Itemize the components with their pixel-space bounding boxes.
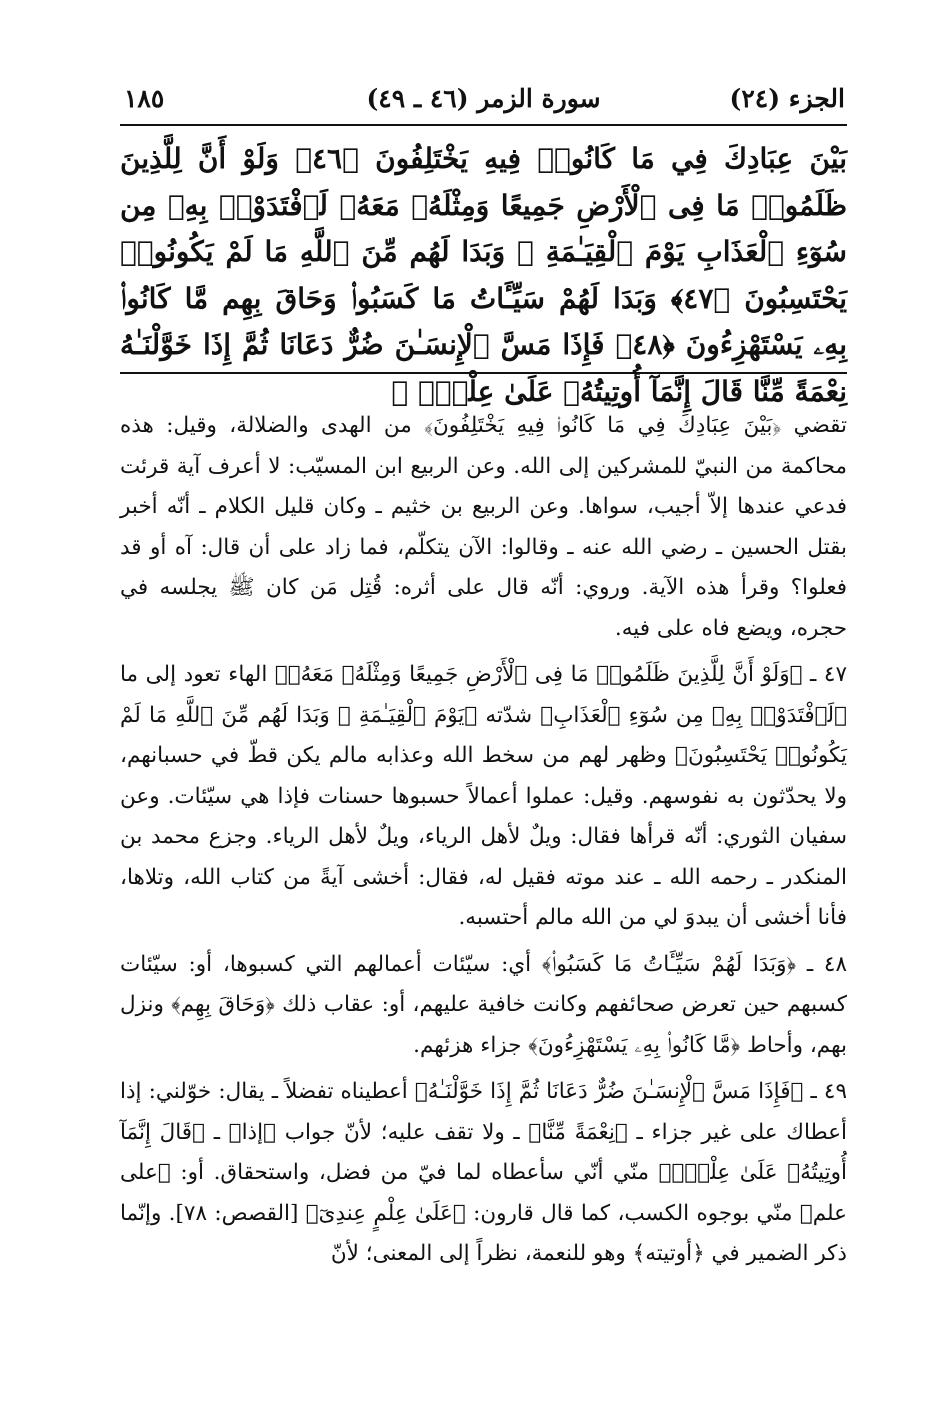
page xyxy=(120,78,847,1281)
commentary-paragraph-verse-48: ٤٨ ـ ﴿وَبَدَا لَهُمْ سَيِّـَٔاتُ مَا كَسَبُوا۟﴾ أي: سيّئات أعمالهم التي كسبوها، أو: سيّئات كسبهم حين تعرض صحائفهم وكانت خافية عليهم، أو: عقاب ذلك ﴿وَحَاقَ بِهِم﴾ ونزل بهم، وأحاط ﴿مَّا كَانُوا۟ بِهِۦ يَسْتَهْزِءُونَ﴾ جزاء هزئهم. xyxy=(120,951,847,1058)
running-header xyxy=(120,78,847,126)
part-label: الجزء (٢٤) xyxy=(729,84,845,113)
commentary-paragraph-verse-47: ٤٧ ـ ﴿وَلَوْ أَنَّ لِلَّذِينَ ظَلَمُوا۟ مَا فِى ٱلْأَرْضِ جَمِيعًا وَمِثْلَهُۥ مَعَهُۥ﴾ الهاء تعود إلى ما ﴿لَٱفْتَدَوْا۟ بِهِۦ مِن سُوٓءِ ٱلْعَذَابِ﴾ شدّته ﴿يَوْمَ ٱلْقِيَـٰمَةِ ۚ وَبَدَا لَهُم مِّنَ ٱللَّهِ مَا لَمْ يَكُونُوا۟ يَحْتَسِبُونَ﴾ وظهر لهم من سخط الله وعذابه مالم يكن قطّ في حسبانهم، ولا يحدّثون به نفوسهم. وقيل: عملوا أعمالاً حسبوها حسنات فإذا هي سيّئات. وعن سفيان الثوري: أنّه قرأها فقال: ويلٌ لأهل الرياء، ويلٌ لأهل الرياء. وجزع محمد بن المنكدر ـ رحمه الله ـ عند موته فقيل له، فقال: أخشى آيةً من كتاب الله، وتلاها، فأنا أخشى أن يبدوَ لي من الله مالم أحتسبه. xyxy=(120,662,847,930)
commentary-paragraph-verse-49: ٤٩ ـ ﴿فَإِذَا مَسَّ ٱلْإِنسَـٰنَ ضُرٌّ دَعَانَا ثُمَّ إِذَا خَوَّلْنَـٰهُ﴾ أعطيناه تفضلاً ـ يقال: خوّلني: إذا أعطاك على غير جزاء ـ ﴿نِعْمَةً مِّنَّا﴾ ـ ولا تقف عليه؛ لأنّ جواب ﴿إذا﴾ ـ ﴿قَالَ إِنَّمَآ أُوتِيتُهُۥ عَلَىٰ عِلْمٍۭ﴾ منّي أنّي سأعطاه لما فيّ من فضل، واستحقاق. أو: ﴿على علم﴾ منّي بوجوه الكسب، كما قال قارون: ﴿عَلَىٰ عِلْمٍ عِندِىٓ﴾ [القصص: ٧٨]. وإنّما ذكر الضمير في ﴿أوتيته﴾ وهو للنعمة، نظراً إلى المعنى؛ لأنّ xyxy=(120,1079,847,1266)
page-number: ١٨٥ xyxy=(124,84,165,113)
commentary-section xyxy=(120,406,847,1275)
surah-title: سورة الزمر (٤٦ ـ ٤٩) xyxy=(366,84,601,113)
commentary-paragraph-continuation: تقضي ﴿بَيْنَ عِبَادِكَ فِي مَا كَانُوا۟ فِيهِ يَخْتَلِفُونَ﴾ من الهدى والضلالة، وقيل: هذه محاكمة من النبيّ للمشركين إلى الله. وعن الربيع ابن المسيّب: لا أعرف آية قرئت فدعي عندها إلاّ أجيب، سواها. وعن الربيع بن خثيم ـ وكان قليل الكلام ـ أنّه أخبر بقتل الحسين ـ رضي الله عنه ـ وقالوا: الآن يتكلّم، فما زاد على أن قال: آه أو قد فعلوا؟ وقرأ هذه الآية. وروي: أنّه قال على أثره: قُتِل مَن كان ﷺ يجلسه في حجره، ويضع فاه على فيه. xyxy=(120,413,847,641)
quran-verses: بَيْنَ عِبَادِكَ فِي مَا كَانُوا۟ فِيهِ يَخْتَلِفُونَ ﴿٤٦﴾ وَلَوْ أَنَّ لِلَّذِينَ ظَلَمُوا۟ مَا فِى ٱلْأَرْضِ جَمِيعًا وَمِثْلَهُۥ مَعَهُۥ لَٱفْتَدَوْا۟ بِهِۦ مِن سُوٓءِ ٱلْعَذَابِ يَوْمَ ٱلْقِيَـٰمَةِ ۚ وَبَدَا لَهُم مِّنَ ٱللَّهِ مَا لَمْ يَكُونُوا۟ يَحْتَسِبُونَ ﴿٤٧﴾ وَبَدَا لَهُمْ سَيِّـَٔاتُ مَا كَسَبُوا۟ وَحَاقَ بِهِم مَّا كَانُوا۟ بِهِۦ يَسْتَهْزِءُونَ ﴿٤٨﴾ فَإِذَا مَسَّ ٱلْإِنسَـٰنَ ضُرٌّ دَعَانَا ثُمَّ إِذَا خَوَّلْنَـٰهُ نِعْمَةً مِّنَّا قَالَ إِنَّمَآ أُوتِيتُهُۥ عَلَىٰ عِلْمٍۭ ۚ xyxy=(120,142,848,408)
